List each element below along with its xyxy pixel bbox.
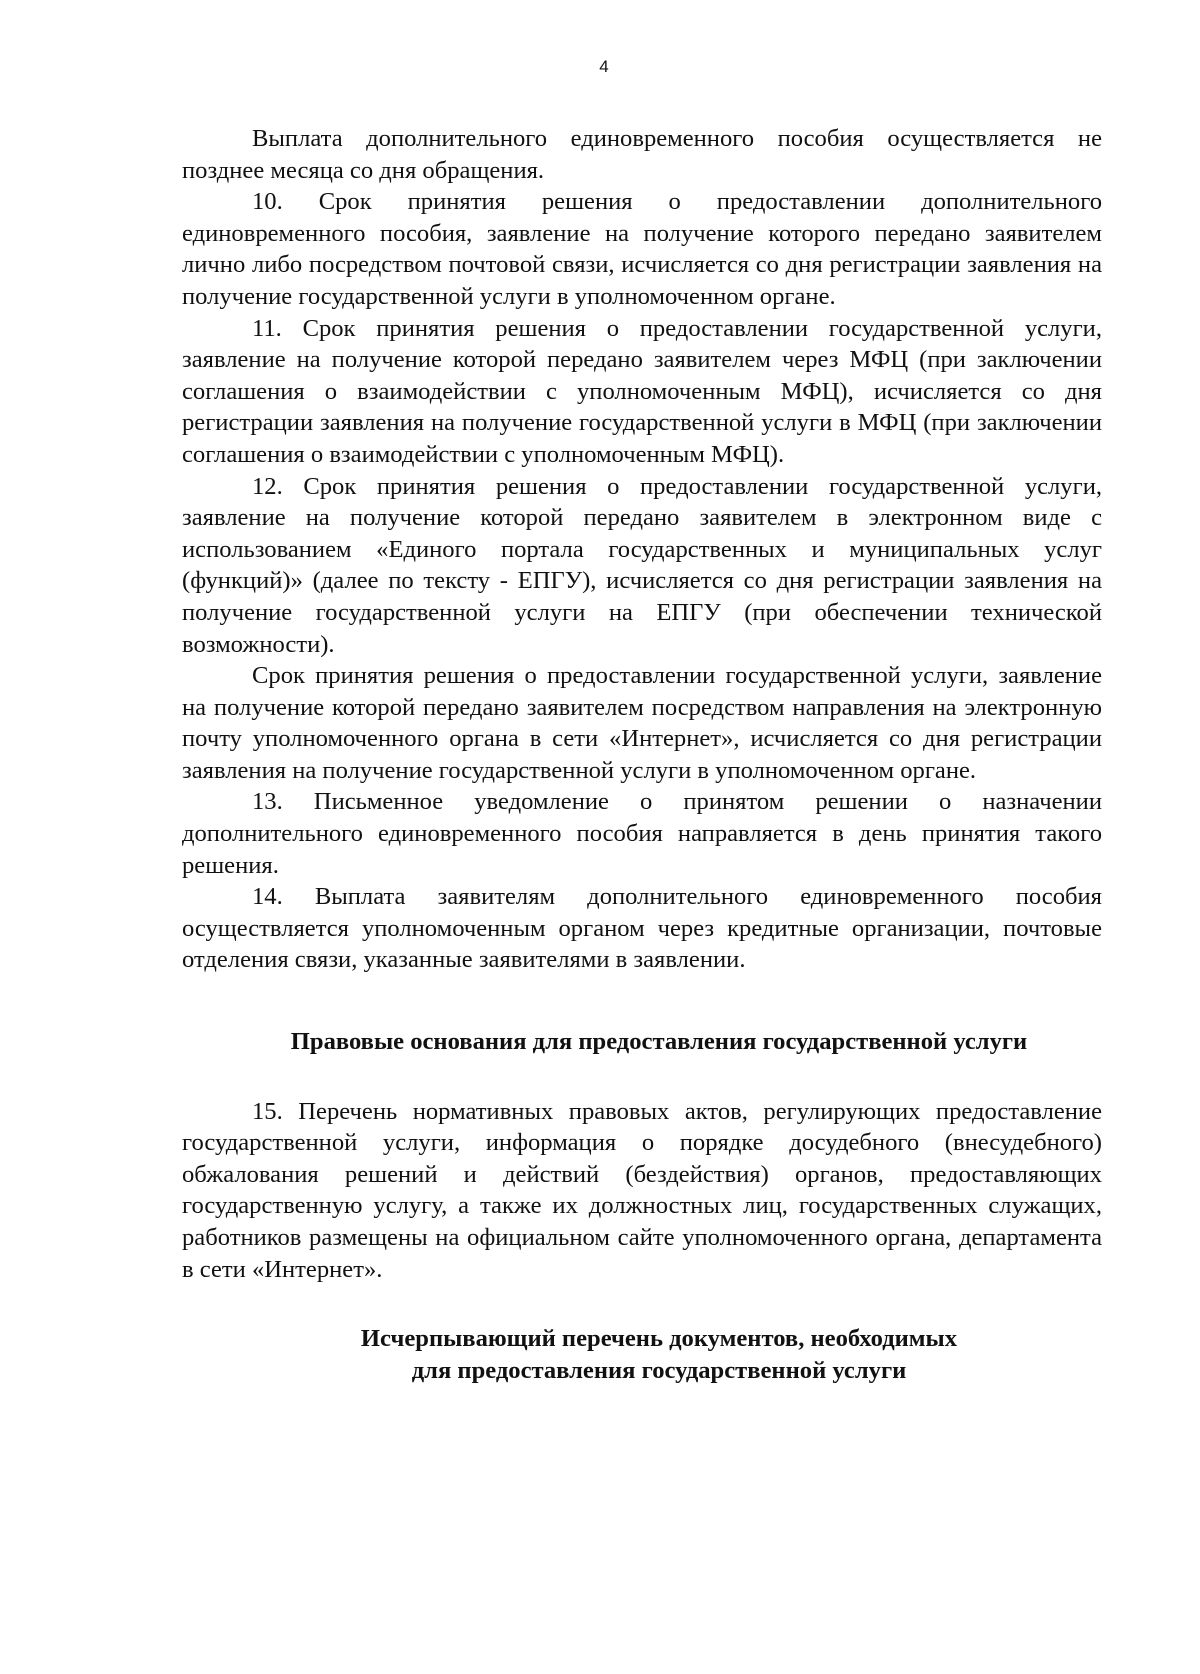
paragraph-15: 15. Перечень нормативных правовых актов, регулирующих предоставление государственной услуги, информация о порядке досудебного (внесудебного) обжалования решений и действий (бездействия) органов, предоставляющих государственную услугу, а также их должностных лиц, государственных служащих, работников размещены на официальном сайте уполномоченного органа, департамента в сети «Интернет». [182, 1097, 1102, 1283]
section-heading-documents [182, 1323, 1102, 1386]
section-heading-legal-basis: Правовые основания для предоставления государственной услуги [290, 1028, 1028, 1056]
paragraph-11: 11. Срок принятия решения о предоставлении государственной услуги, заявление на получение которой передано заявителем через МФЦ (при заключении соглашения о взаимодействии с уполномоченным МФЦ), исчисляется со дня регистрации заявления на получение государственной услуги в МФЦ (при заключении соглашения о взаимодействии с уполномоченным МФЦ). [182, 314, 1102, 468]
paragraph-12: 12. Срок принятия решения о предоставлении государственной услуги, заявление на получение которой передано заявителем в электронном виде с использованием «Единого портала государственных и муниципальных услуг (функций)» (далее по тексту - ЕПГУ), исчисляется со дня регистрации заявления на получение государственной услуги на ЕПГУ (при обеспечении технической возможности). [182, 472, 1102, 658]
paragraph-payment-deadline: Выплата дополнительного единовременного пособия осуществляется не позднее месяца со дня обращения. [182, 125, 1102, 184]
section-heading-documents-line-1: Исчерпывающий перечень документов, необходимых [360, 1325, 958, 1353]
paragraph-14: 14. Выплата заявителям дополнительного единовременного пособия осуществляется уполномоченным органом через кредитные организации, почтовые отделения связи, указанные заявителями в заявлении. [182, 883, 1102, 974]
paragraph-12-email: Срок принятия решения о предоставлении государственной услуги, заявление на получение которой передано заявителем посредством направления на электронную почту уполномоченного органа в сети «Интернет», исчисляется со дня регистрации заявления на получение государственной услуги в уполномоченном органе. [182, 662, 1102, 784]
paragraph-13: 13. Письменное уведомление о принятом решении о назначении дополнительного единовременного пособия направляется в день принятия такого решения. [182, 788, 1102, 879]
document-body [182, 123, 1102, 1386]
paragraph-10: 10. Срок принятия решения о предоставлении дополнительного единовременного пособия, заявление на получение которого передано заявителем лично либо посредством почтовой связи, исчисляется со дня регистрации заявления на получение государственной услуги в уполномоченном органе. [182, 188, 1102, 310]
section-heading-documents-line-2: для предоставления государственной услуги [411, 1356, 907, 1384]
page-number: 4 [599, 57, 609, 76]
